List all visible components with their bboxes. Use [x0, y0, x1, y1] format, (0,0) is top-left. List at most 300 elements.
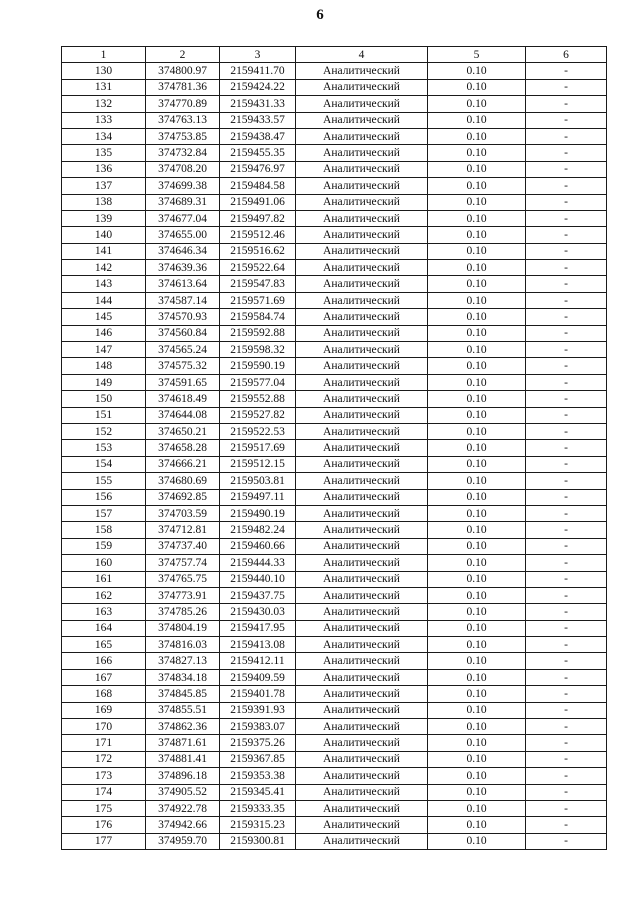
table-cell: 157: [62, 505, 146, 521]
table-cell: 374692.85: [146, 489, 220, 505]
table-cell: 374737.40: [146, 538, 220, 554]
table-cell: 163: [62, 604, 146, 620]
table-cell: -: [526, 342, 607, 358]
table-cell: 374689.31: [146, 194, 220, 210]
table-row: [62, 292, 607, 308]
page-number: 6: [316, 7, 324, 23]
table-cell: 167: [62, 669, 146, 685]
table-cell: Аналитический: [296, 686, 428, 702]
table-cell: 156: [62, 489, 146, 505]
table-cell: 2159383.07: [220, 719, 296, 735]
table-cell: Аналитический: [296, 505, 428, 521]
table-cell: 2159315.23: [220, 817, 296, 833]
table-cell: -: [526, 555, 607, 571]
table-cell: 153: [62, 440, 146, 456]
table-cell: 374896.18: [146, 768, 220, 784]
table-cell: 160: [62, 555, 146, 571]
table-cell: Аналитический: [296, 358, 428, 374]
table-cell: Аналитический: [296, 292, 428, 308]
table-cell: 374712.81: [146, 522, 220, 538]
table-cell: 136: [62, 161, 146, 177]
table-cell: -: [526, 96, 607, 112]
table-row: [62, 784, 607, 800]
table-cell: 0.10: [428, 751, 526, 767]
table-cell: Аналитический: [296, 227, 428, 243]
table-cell: 0.10: [428, 309, 526, 325]
table-cell: 2159527.82: [220, 407, 296, 423]
table-row: [62, 702, 607, 718]
table-row: [62, 227, 607, 243]
table-row: [62, 735, 607, 751]
table-cell: 0.10: [428, 391, 526, 407]
table-cell: 2159571.69: [220, 292, 296, 308]
table-row: [62, 456, 607, 472]
table-row: [62, 96, 607, 112]
table-cell: 374781.36: [146, 79, 220, 95]
table-cell: 134: [62, 128, 146, 144]
table-cell: 2159517.69: [220, 440, 296, 456]
table-row: [62, 440, 607, 456]
table-cell: -: [526, 292, 607, 308]
table-cell: -: [526, 833, 607, 849]
table-cell: 374881.41: [146, 751, 220, 767]
table-cell: 173: [62, 768, 146, 784]
table-cell: -: [526, 440, 607, 456]
table-cell: -: [526, 505, 607, 521]
table-cell: Аналитический: [296, 161, 428, 177]
table-cell: 0.10: [428, 505, 526, 521]
table-cell: 0.10: [428, 342, 526, 358]
table-cell: -: [526, 407, 607, 423]
table-cell: Аналитический: [296, 260, 428, 276]
table-cell: -: [526, 79, 607, 95]
table-cell: 0.10: [428, 735, 526, 751]
table-cell: 0.10: [428, 407, 526, 423]
table-cell: 0.10: [428, 292, 526, 308]
table-cell: -: [526, 800, 607, 816]
table-cell: Аналитический: [296, 374, 428, 390]
table-row: [62, 833, 607, 849]
table-cell: 0.10: [428, 473, 526, 489]
table-cell: 0.10: [428, 79, 526, 95]
table-row: [62, 276, 607, 292]
table-cell: 0.10: [428, 653, 526, 669]
table-cell: -: [526, 325, 607, 341]
table-cell: -: [526, 669, 607, 685]
table-cell: -: [526, 194, 607, 210]
table-cell: 2159455.35: [220, 145, 296, 161]
table-cell: 0.10: [428, 145, 526, 161]
table-cell: 2159584.74: [220, 309, 296, 325]
table-cell: -: [526, 473, 607, 489]
table-row: [62, 260, 607, 276]
table-cell: 0.10: [428, 686, 526, 702]
table-cell: Аналитический: [296, 587, 428, 603]
table-row: [62, 768, 607, 784]
table-row: [62, 161, 607, 177]
table-cell: Аналитический: [296, 522, 428, 538]
table-row: [62, 194, 607, 210]
table-cell: 169: [62, 702, 146, 718]
table-row: [62, 620, 607, 636]
table-cell: -: [526, 243, 607, 259]
table-cell: 130: [62, 63, 146, 79]
table-cell: 131: [62, 79, 146, 95]
table-row: [62, 63, 607, 79]
table-cell: 140: [62, 227, 146, 243]
table-cell: 0.10: [428, 571, 526, 587]
table-cell: Аналитический: [296, 456, 428, 472]
table-cell: 2159512.15: [220, 456, 296, 472]
table-row: [62, 719, 607, 735]
table-cell: Аналитический: [296, 407, 428, 423]
table-cell: 2159490.19: [220, 505, 296, 521]
table-cell: 2159547.83: [220, 276, 296, 292]
table-cell: 2159353.38: [220, 768, 296, 784]
table-cell: 2159497.82: [220, 210, 296, 226]
table-cell: 138: [62, 194, 146, 210]
table-row: [62, 178, 607, 194]
table-row: [62, 374, 607, 390]
table-cell: 374613.64: [146, 276, 220, 292]
table-cell: -: [526, 702, 607, 718]
table-cell: Аналитический: [296, 194, 428, 210]
column-header: 1: [62, 47, 146, 63]
table-cell: 148: [62, 358, 146, 374]
table-row: [62, 423, 607, 439]
table-cell: 0.10: [428, 817, 526, 833]
table-cell: 374816.03: [146, 637, 220, 653]
table-cell: Аналитический: [296, 833, 428, 849]
table-cell: 2159375.26: [220, 735, 296, 751]
table-cell: -: [526, 719, 607, 735]
table-row: [62, 571, 607, 587]
table-cell: -: [526, 587, 607, 603]
table-cell: 374834.18: [146, 669, 220, 685]
table-cell: 150: [62, 391, 146, 407]
table-cell: 374703.59: [146, 505, 220, 521]
table-cell: -: [526, 309, 607, 325]
table-cell: 2159460.66: [220, 538, 296, 554]
table-cell: 374855.51: [146, 702, 220, 718]
table-cell: 374763.13: [146, 112, 220, 128]
table-cell: 175: [62, 800, 146, 816]
table-row: [62, 751, 607, 767]
table-cell: 2159552.88: [220, 391, 296, 407]
table-row: [62, 555, 607, 571]
table-cell: 164: [62, 620, 146, 636]
table-cell: -: [526, 620, 607, 636]
table-cell: Аналитический: [296, 63, 428, 79]
table-cell: 143: [62, 276, 146, 292]
table-cell: 374765.75: [146, 571, 220, 587]
table-cell: 0.10: [428, 538, 526, 554]
table-cell: 374650.21: [146, 423, 220, 439]
table-cell: -: [526, 538, 607, 554]
table-cell: 0.10: [428, 194, 526, 210]
table-cell: -: [526, 391, 607, 407]
table-cell: 2159598.32: [220, 342, 296, 358]
table-cell: 2159491.06: [220, 194, 296, 210]
table-cell: 374732.84: [146, 145, 220, 161]
table-cell: 374666.21: [146, 456, 220, 472]
table-cell: 0.10: [428, 374, 526, 390]
table-cell: 162: [62, 587, 146, 603]
table-cell: 145: [62, 309, 146, 325]
table-cell: 0.10: [428, 161, 526, 177]
table-cell: Аналитический: [296, 128, 428, 144]
table-cell: 170: [62, 719, 146, 735]
table-cell: 0.10: [428, 719, 526, 735]
table-cell: 2159300.81: [220, 833, 296, 849]
table-cell: 0.10: [428, 112, 526, 128]
table-cell: 374753.85: [146, 128, 220, 144]
table-cell: Аналитический: [296, 210, 428, 226]
table-cell: -: [526, 456, 607, 472]
table-cell: 171: [62, 735, 146, 751]
table-cell: Аналитический: [296, 489, 428, 505]
table-cell: 139: [62, 210, 146, 226]
table-cell: Аналитический: [296, 571, 428, 587]
table-cell: 0.10: [428, 276, 526, 292]
table-cell: 2159417.95: [220, 620, 296, 636]
table-cell: 2159424.22: [220, 79, 296, 95]
table-cell: Аналитический: [296, 817, 428, 833]
table-cell: 133: [62, 112, 146, 128]
table-cell: Аналитический: [296, 751, 428, 767]
table-cell: 0.10: [428, 587, 526, 603]
table-cell: 374773.91: [146, 587, 220, 603]
table-row: [62, 817, 607, 833]
table-cell: 374565.24: [146, 342, 220, 358]
table-cell: 374575.32: [146, 358, 220, 374]
table-row: [62, 210, 607, 226]
table-cell: 2159345.41: [220, 784, 296, 800]
table-row: [62, 112, 607, 128]
table-cell: 374587.14: [146, 292, 220, 308]
table-cell: 0.10: [428, 227, 526, 243]
table-cell: -: [526, 751, 607, 767]
table-cell: 172: [62, 751, 146, 767]
column-header: 4: [296, 47, 428, 63]
table-cell: Аналитический: [296, 96, 428, 112]
table-cell: 0.10: [428, 128, 526, 144]
table-cell: 0.10: [428, 669, 526, 685]
table-cell: 374708.20: [146, 161, 220, 177]
table-cell: 132: [62, 96, 146, 112]
table-cell: -: [526, 423, 607, 439]
table-cell: 2159401.78: [220, 686, 296, 702]
table-cell: 374922.78: [146, 800, 220, 816]
table-cell: 0.10: [428, 96, 526, 112]
table-cell: 374959.70: [146, 833, 220, 849]
table-cell: 374680.69: [146, 473, 220, 489]
table-row: [62, 587, 607, 603]
table-row: [62, 358, 607, 374]
table-cell: 0.10: [428, 833, 526, 849]
table-cell: -: [526, 112, 607, 128]
table-cell: -: [526, 161, 607, 177]
table-cell: 0.10: [428, 63, 526, 79]
table-cell: 0.10: [428, 637, 526, 653]
table-cell: Аналитический: [296, 473, 428, 489]
table-cell: 0.10: [428, 210, 526, 226]
table-cell: Аналитический: [296, 555, 428, 571]
table-cell: -: [526, 653, 607, 669]
table-cell: 374591.65: [146, 374, 220, 390]
table-cell: 0.10: [428, 260, 526, 276]
table-cell: 144: [62, 292, 146, 308]
table-row: [62, 79, 607, 95]
table-cell: Аналитический: [296, 620, 428, 636]
table-cell: Аналитический: [296, 178, 428, 194]
table-cell: -: [526, 817, 607, 833]
table-cell: 2159503.81: [220, 473, 296, 489]
table-cell: -: [526, 358, 607, 374]
table-row: [62, 473, 607, 489]
table-cell: Аналитический: [296, 325, 428, 341]
table-cell: 2159409.59: [220, 669, 296, 685]
table-row: [62, 653, 607, 669]
table-cell: 165: [62, 637, 146, 653]
table-cell: -: [526, 489, 607, 505]
table-cell: -: [526, 128, 607, 144]
table-cell: 0.10: [428, 784, 526, 800]
table-cell: 166: [62, 653, 146, 669]
table-cell: 2159413.08: [220, 637, 296, 653]
table-cell: 374804.19: [146, 620, 220, 636]
table-cell: 2159590.19: [220, 358, 296, 374]
table-cell: 2159391.93: [220, 702, 296, 718]
table-cell: 374658.28: [146, 440, 220, 456]
table-cell: 0.10: [428, 522, 526, 538]
table-cell: -: [526, 260, 607, 276]
table-cell: -: [526, 210, 607, 226]
table-cell: 2159444.33: [220, 555, 296, 571]
table-cell: Аналитический: [296, 112, 428, 128]
table-cell: Аналитический: [296, 145, 428, 161]
table-cell: -: [526, 178, 607, 194]
table-cell: 2159484.58: [220, 178, 296, 194]
table-cell: 374785.26: [146, 604, 220, 620]
column-header: 2: [146, 47, 220, 63]
table-cell: 2159440.10: [220, 571, 296, 587]
table-cell: 2159512.46: [220, 227, 296, 243]
column-header: 3: [220, 47, 296, 63]
table-cell: 2159333.35: [220, 800, 296, 816]
table-row: [62, 145, 607, 161]
table-cell: 0.10: [428, 178, 526, 194]
table-cell: 2159522.64: [220, 260, 296, 276]
table-cell: 0.10: [428, 620, 526, 636]
table-cell: Аналитический: [296, 637, 428, 653]
table-cell: 374639.36: [146, 260, 220, 276]
table-row: [62, 669, 607, 685]
table-cell: -: [526, 63, 607, 79]
table-cell: 177: [62, 833, 146, 849]
table-cell: 168: [62, 686, 146, 702]
table-cell: 2159577.04: [220, 374, 296, 390]
table-cell: 374646.34: [146, 243, 220, 259]
table-cell: 2159431.33: [220, 96, 296, 112]
table-cell: 2159430.03: [220, 604, 296, 620]
table-cell: 374757.74: [146, 555, 220, 571]
table-cell: -: [526, 374, 607, 390]
table-cell: 374942.66: [146, 817, 220, 833]
table-cell: Аналитический: [296, 391, 428, 407]
table-row: [62, 407, 607, 423]
table-cell: Аналитический: [296, 309, 428, 325]
table-cell: Аналитический: [296, 768, 428, 784]
table-cell: 161: [62, 571, 146, 587]
table-cell: 174: [62, 784, 146, 800]
table-cell: Аналитический: [296, 538, 428, 554]
table-row: [62, 391, 607, 407]
table-cell: -: [526, 784, 607, 800]
table-cell: 2159367.85: [220, 751, 296, 767]
table-cell: 2159497.11: [220, 489, 296, 505]
table-cell: Аналитический: [296, 800, 428, 816]
column-header: 5: [428, 47, 526, 63]
table-cell: 374800.97: [146, 63, 220, 79]
table-header: [62, 47, 607, 63]
table-cell: 159: [62, 538, 146, 554]
table-cell: 0.10: [428, 702, 526, 718]
coordinates-table: [61, 46, 607, 850]
table-cell: 374845.85: [146, 686, 220, 702]
table-cell: 2159516.62: [220, 243, 296, 259]
table-cell: 176: [62, 817, 146, 833]
table-row: [62, 522, 607, 538]
column-header: 6: [526, 47, 607, 63]
table-cell: 137: [62, 178, 146, 194]
table-cell: 374699.38: [146, 178, 220, 194]
table-cell: -: [526, 276, 607, 292]
table-cell: 374770.89: [146, 96, 220, 112]
table-cell: 0.10: [428, 555, 526, 571]
table-cell: -: [526, 686, 607, 702]
table-cell: -: [526, 522, 607, 538]
table-row: [62, 686, 607, 702]
table-cell: Аналитический: [296, 276, 428, 292]
table-cell: Аналитический: [296, 653, 428, 669]
table-cell: Аналитический: [296, 440, 428, 456]
table-cell: -: [526, 604, 607, 620]
table-cell: 142: [62, 260, 146, 276]
table-cell: 0.10: [428, 440, 526, 456]
table-row: [62, 128, 607, 144]
table-row: [62, 342, 607, 358]
table-body: [62, 63, 607, 850]
table-cell: 2159411.70: [220, 63, 296, 79]
table-cell: 151: [62, 407, 146, 423]
table-cell: 374655.00: [146, 227, 220, 243]
table-cell: 0.10: [428, 768, 526, 784]
table-row: [62, 505, 607, 521]
table-cell: 0.10: [428, 325, 526, 341]
table-cell: 146: [62, 325, 146, 341]
table-cell: 155: [62, 473, 146, 489]
table-row: [62, 800, 607, 816]
table-cell: Аналитический: [296, 604, 428, 620]
table-cell: Аналитический: [296, 719, 428, 735]
table-cell: 2159592.88: [220, 325, 296, 341]
table-cell: 2159412.11: [220, 653, 296, 669]
table-row: [62, 538, 607, 554]
table-cell: 374905.52: [146, 784, 220, 800]
table-cell: Аналитический: [296, 669, 428, 685]
header-row: [62, 47, 607, 63]
